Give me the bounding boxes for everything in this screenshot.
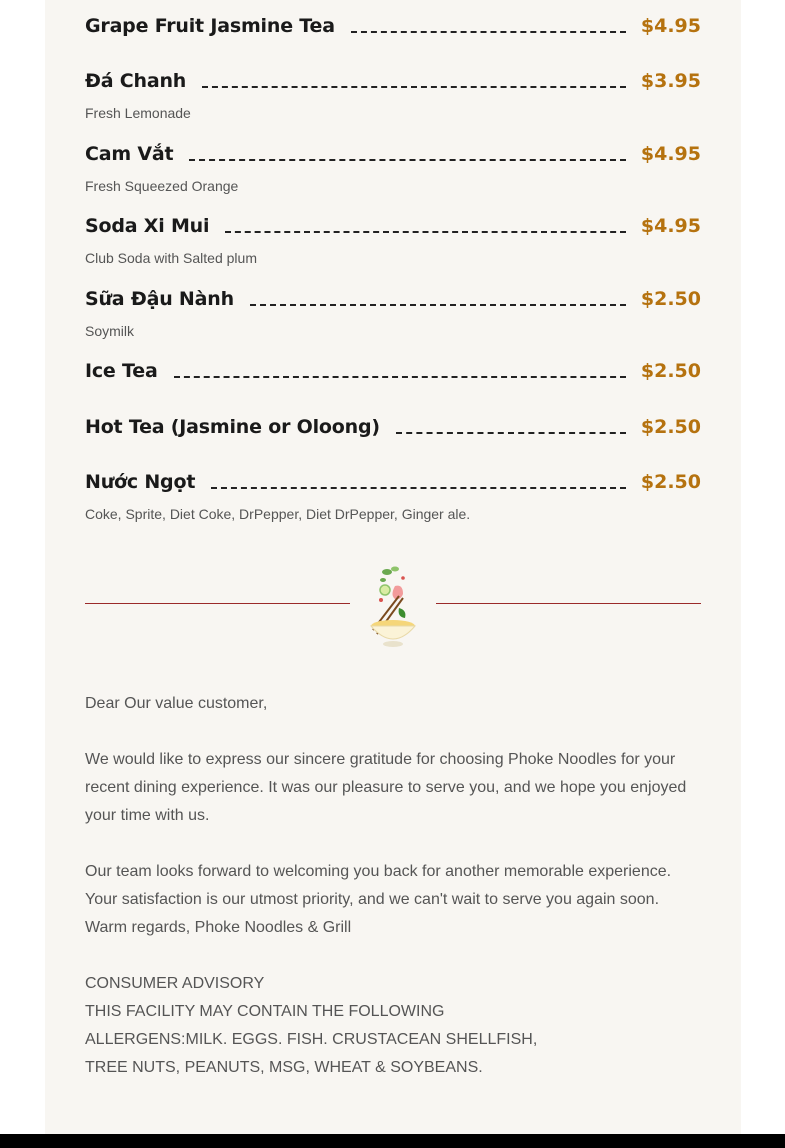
menu-item [85, 407, 701, 447]
dotted-leader [174, 376, 626, 378]
divider-line-right [436, 603, 701, 604]
section-divider [85, 560, 701, 656]
dotted-leader [189, 159, 626, 161]
advisory-line: TREE NUTS, PEANUTS, MSG, WHEAT & SOYBEANS. [85, 1059, 483, 1076]
item-name: Nước Ngọt [85, 471, 196, 493]
item-price: $4.95 [640, 15, 701, 37]
item-price: $2.50 [640, 471, 701, 493]
letter-signoff: Warm regards, Phoke Noodles & Grill [85, 919, 352, 936]
item-price: $2.50 [640, 360, 701, 382]
item-description: Club Soda with Salted plum [85, 250, 257, 266]
item-name: Cam Vắt [85, 143, 174, 165]
advisory-line: THIS FACILITY MAY CONTAIN THE FOLLOWING [85, 1003, 445, 1020]
item-name: Sữa Đậu Nành [85, 288, 234, 310]
dotted-leader [211, 487, 626, 489]
dotted-leader [202, 86, 626, 88]
advisory-title: CONSUMER ADVISORY [85, 975, 265, 992]
noodle-bowl-icon [363, 564, 423, 652]
menu-item [85, 351, 701, 391]
item-price: $2.50 [640, 416, 701, 438]
dotted-leader [250, 304, 626, 306]
item-price: $4.95 [640, 143, 701, 165]
item-name: Hot Tea (Jasmine or Oloong) [85, 416, 380, 438]
divider-line-left [85, 603, 350, 604]
menu-item [85, 462, 701, 522]
dotted-leader [225, 231, 626, 233]
menu-item [85, 134, 701, 194]
item-price: $4.95 [640, 215, 701, 237]
item-description: Fresh Squeezed Orange [85, 178, 239, 194]
item-name: Ice Tea [85, 360, 158, 382]
item-price: $3.95 [640, 70, 701, 92]
item-description: Fresh Lemonade [85, 105, 191, 121]
letter-paragraph: Our team looks forward to welcoming you back for another memorable experience. Your satisfaction is our utmost priority, and we can't wait to serve you again soon. [85, 863, 672, 908]
letter-greeting: Dear Our value customer, [85, 695, 268, 712]
advisory-line: ALLERGENS:MILK. EGGS. FISH. CRUSTACEAN SHELLFISH, [85, 1031, 538, 1048]
page-footer [0, 1134, 785, 1148]
item-description: Coke, Sprite, Diet Coke, DrPepper, Diet DrPepper, Ginger ale. [85, 506, 471, 522]
letter-paragraph: We would like to express our sincere gratitude for choosing Phoke Noodles for your recent dining experience. It was our pleasure to serve you, and we hope you enjoyed your time with us. [85, 751, 687, 824]
thank-you-letter [85, 690, 701, 1082]
dotted-leader [351, 31, 626, 33]
menu-item [85, 61, 701, 121]
menu-panel [45, 0, 741, 1134]
item-price: $2.50 [640, 288, 701, 310]
dotted-leader [396, 432, 626, 434]
item-name: Đá Chanh [85, 70, 187, 92]
item-description: Soymilk [85, 323, 135, 339]
menu-item [85, 206, 701, 266]
item-name: Soda Xi Mui [85, 215, 210, 237]
item-name: Grape Fruit Jasmine Tea [85, 15, 335, 37]
menu-item [85, 6, 701, 46]
menu-item [85, 279, 701, 339]
